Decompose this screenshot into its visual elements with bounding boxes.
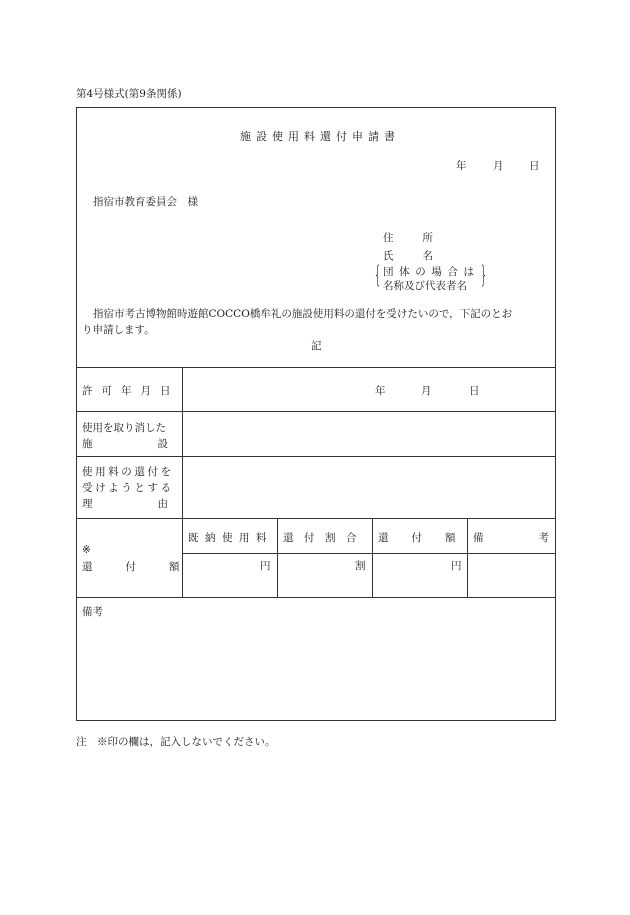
rule-col-2 — [372, 518, 373, 597]
date-month-label: 月 — [493, 160, 504, 172]
reason-label-line3: 理由 — [82, 498, 233, 510]
rule-after-reason — [76, 518, 556, 519]
name-label — [383, 248, 433, 263]
right-brace: } — [479, 261, 488, 289]
left-brace: { — [373, 261, 382, 289]
name-label-char-1: 氏 — [383, 250, 394, 262]
addressee: 指宿市教育委員会 様 — [93, 196, 198, 208]
rule-after-permit — [76, 411, 556, 412]
date-year-label: 年 — [456, 160, 467, 172]
reason-label-line2: 受けようとする — [82, 482, 174, 494]
rule-refund-header — [182, 553, 556, 554]
ki-label: 記 — [311, 340, 322, 352]
permit-month-label: 月 — [421, 385, 432, 397]
request-text-line2: り申請します。 — [82, 324, 155, 336]
address-label-char-2: 所 — [422, 232, 433, 244]
facility-label-line2: 施設 — [82, 438, 233, 450]
unit-wari: 割 — [355, 560, 366, 572]
name-label-char-2: 名 — [422, 250, 433, 262]
rule-before-remarks — [76, 597, 556, 598]
col-header-remarks: 備考 — [473, 532, 604, 544]
rule-col-1 — [277, 518, 278, 597]
refund-label: 還付額 — [82, 561, 213, 573]
footnote: 注 ※印の欄は，記入しないでください。 — [76, 736, 276, 748]
address-label — [383, 230, 433, 245]
org-note-line2: 名称及び代表者名 — [383, 280, 467, 292]
col-header-paid: 既納使用料 — [188, 532, 273, 544]
rule-top-table — [76, 367, 556, 368]
refund-mark: ※ — [82, 544, 91, 556]
col-header-rate: 還付割合 — [283, 532, 367, 544]
date-day-label: 日 — [529, 160, 540, 172]
permit-year-label: 年 — [375, 385, 386, 397]
rule-after-facility — [76, 456, 556, 457]
col-header-amount: 還付額 — [378, 532, 479, 544]
reason-label-line1: 使用料の還付を — [82, 466, 174, 478]
request-text-line1: 指宿市考古博物館時遊館COCCO橋牟礼の施設使用料の還付を受けたいので，下記のとお — [93, 308, 513, 320]
unit-yen-amount: 円 — [451, 560, 462, 572]
permit-date-label: 許可年月日 — [82, 385, 180, 397]
remarks-label: 備考 — [82, 606, 103, 618]
facility-label-line1: 使用を取り消した — [82, 422, 166, 434]
form-number: 第4号様式(第9条関係) — [76, 88, 182, 100]
unit-yen-paid: 円 — [260, 560, 271, 572]
address-label-char-1: 住 — [383, 232, 394, 244]
org-note-line1: 団体の場合は — [383, 266, 480, 278]
form-title: 施設使用料還付申請書 — [240, 130, 400, 143]
permit-day-label: 日 — [469, 385, 480, 397]
